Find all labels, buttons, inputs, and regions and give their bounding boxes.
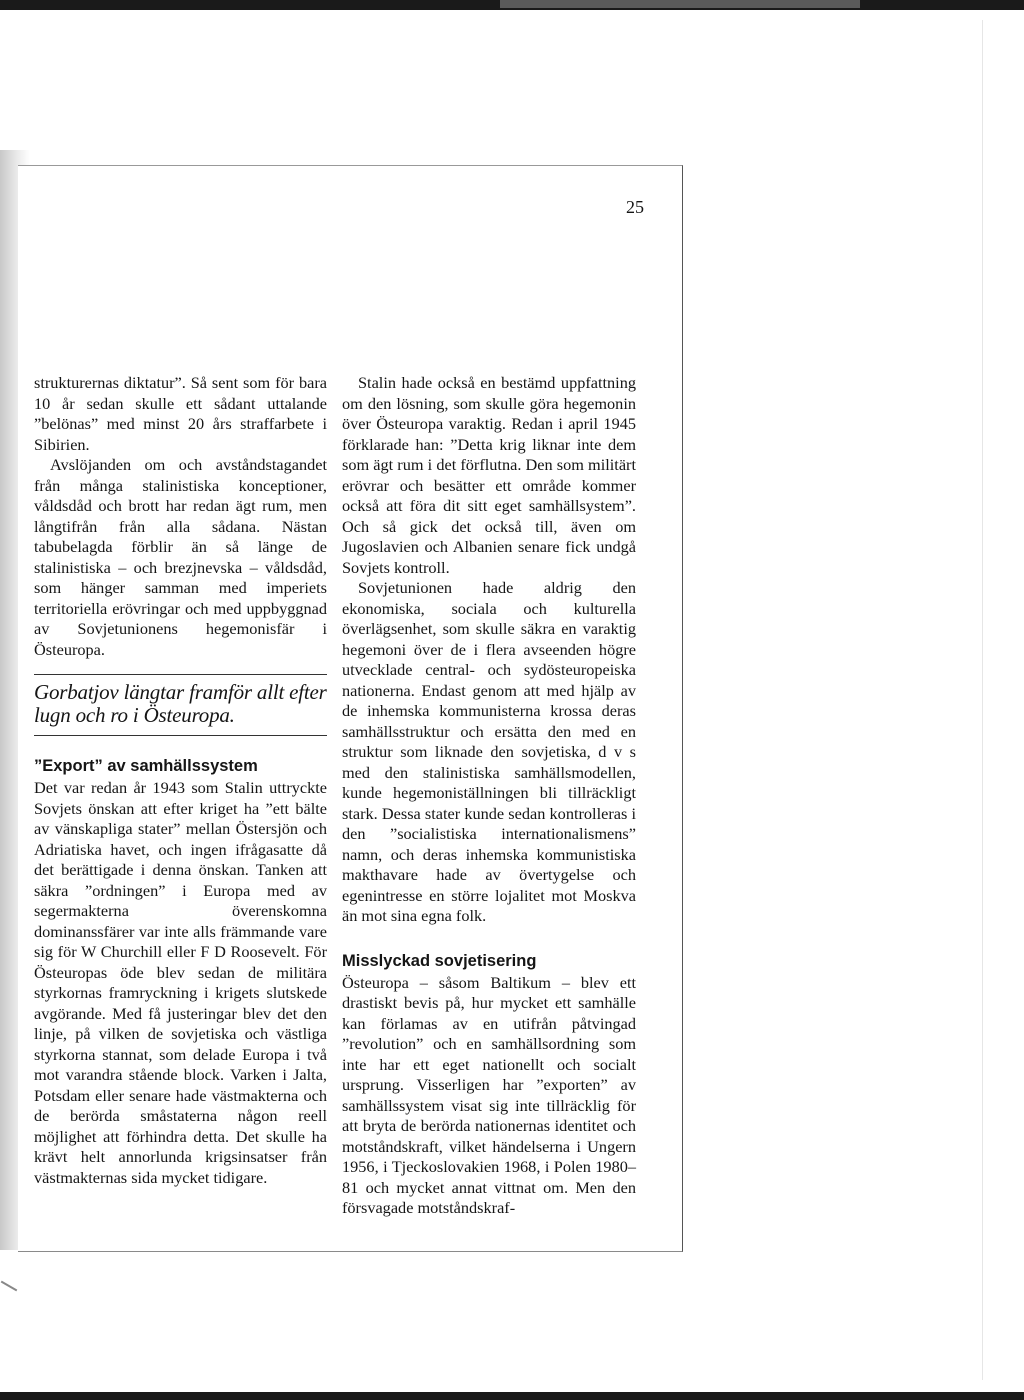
- right-column: [342, 373, 636, 1219]
- paragraph: Avslöjanden om och avståndstagandet från många stalinistiska konceptioner, våldsdåd och brott har redan ägt rum, men långtifrån från alla sådana. Nästan tabubelagda förblir än så länge de stalinistiska – och brezjnevska – våldsdåd, som hänger samman med imperiets territoriella erövringar och med uppbyggnad av Sovjetunionens hegemonisfär i Östeuropa.: [34, 455, 327, 659]
- page-number: 25: [626, 197, 644, 217]
- scan-corner-mark: [1, 1281, 18, 1292]
- section-heading: ”Export” av samhällssystem: [34, 757, 258, 775]
- pull-quote: Gorbatjov längtar framför allt efter lugn och ro i Östeuropa.: [34, 680, 327, 727]
- scan-edge-top-shadow: [500, 0, 860, 8]
- scan-edge-right: [982, 20, 983, 1380]
- left-column: [34, 373, 327, 1188]
- paragraph: Stalin hade också en bestämd uppfattning om den lösning, som skulle göra hegemonin över Östeuropa varaktig. Redan i april 1945 förklarade han: ”Detta krig liknar inte dem som ägt rum i det förflutna. Den som militärt erövrar och besätter ett område kommer också att föra dit sitt eget samhällsystem”. Och så gick det också till, även om Jugoslavien och Albanien senare fick undgå Sovjets kontroll.: [342, 373, 636, 577]
- pull-quote-rule-bottom: [34, 735, 327, 736]
- scan-edge-bottom: [0, 1392, 1024, 1400]
- paragraph: Sovjetunionen hade aldrig den ekonomiska, sociala och kulturella överlägsenhet, som skulle säkra en varaktig hegemoni över de i flera avseenden högre utvecklade central- och sydösteuropeiska nationerna. Endast genom att med hjälp av de inhemska kommunisterna krossa deras samhällsstruktur och ersätta den med en struktur som liknade den sovjetiska, d v s med den stalinistiska samhällsmodellen, kunde hegemoniställningen bli tillräckligt stark. Dessa stater kunde sedan kontrolleras i den ”socialistiska internationalismens” namn, och deras inhemska kommunistiska makthavare hade av övertygelse och egenintresse en större lojalitet mot Moskva än mot sina egna folk.: [342, 578, 636, 925]
- paragraph: Östeuropa – såsom Baltikum – blev ett drastiskt bevis på, hur mycket ett samhälle kan förlamas av en utifrån påtvingad ”revolution” och en samhällsordning som inte har ett eget nationellt och socialt ursprung. Visserligen har ”exporten” av samhällssystem visat sig inte tillräcklig för att bryta de berörda nationernas identitet och motståndskraft, vilket händelserna i Ungern 1956, i Tjeckoslovakien 1968, i Polen 1980–81 och mycket annat vittnat om. Men den försvagade motståndskraf-: [342, 972, 636, 1217]
- section-heading: Misslyckad sovjetisering: [342, 951, 537, 970]
- pull-quote-rule-top: [34, 674, 327, 675]
- paragraph: strukturernas diktatur”. Så sent som för bara 10 år sedan skulle ett sådant uttalande ”belönas” med minst 20 års straffarbete i Sibirien.: [34, 373, 327, 454]
- paragraph: Det var redan år 1943 som Stalin uttryckte Sovjets önskan att efter kriget ha ”ett bälte av vänskapliga stater” mellan Östersjön och Adriatiska havet, och ingen ifrågasatte då det berättigade i denna önskan. Tanken att säkra ”ordningen” i Europa med av segermakterna överenskomna dominanssfärer var inte alls främmande vare sig för W Churchill eller F D Roosevelt. För Östeuropas öde blev sedan de militära styrkornas framryckning i krigets slutskede avgörande. Med få justeringar blev det den linje, på vilken de sovjetiska och västliga styrkorna stannat, som delade Europa i två mot varandra stående block. Varken i Jalta, Potsdam eller senare hade västmakterna och de berörda småstaterna någon reell möjlighet att förhindra detta. Det skulle ha krävt helt annorlunda krigsinsatser från västmakternas sida mycket tidigare.: [34, 778, 327, 1187]
